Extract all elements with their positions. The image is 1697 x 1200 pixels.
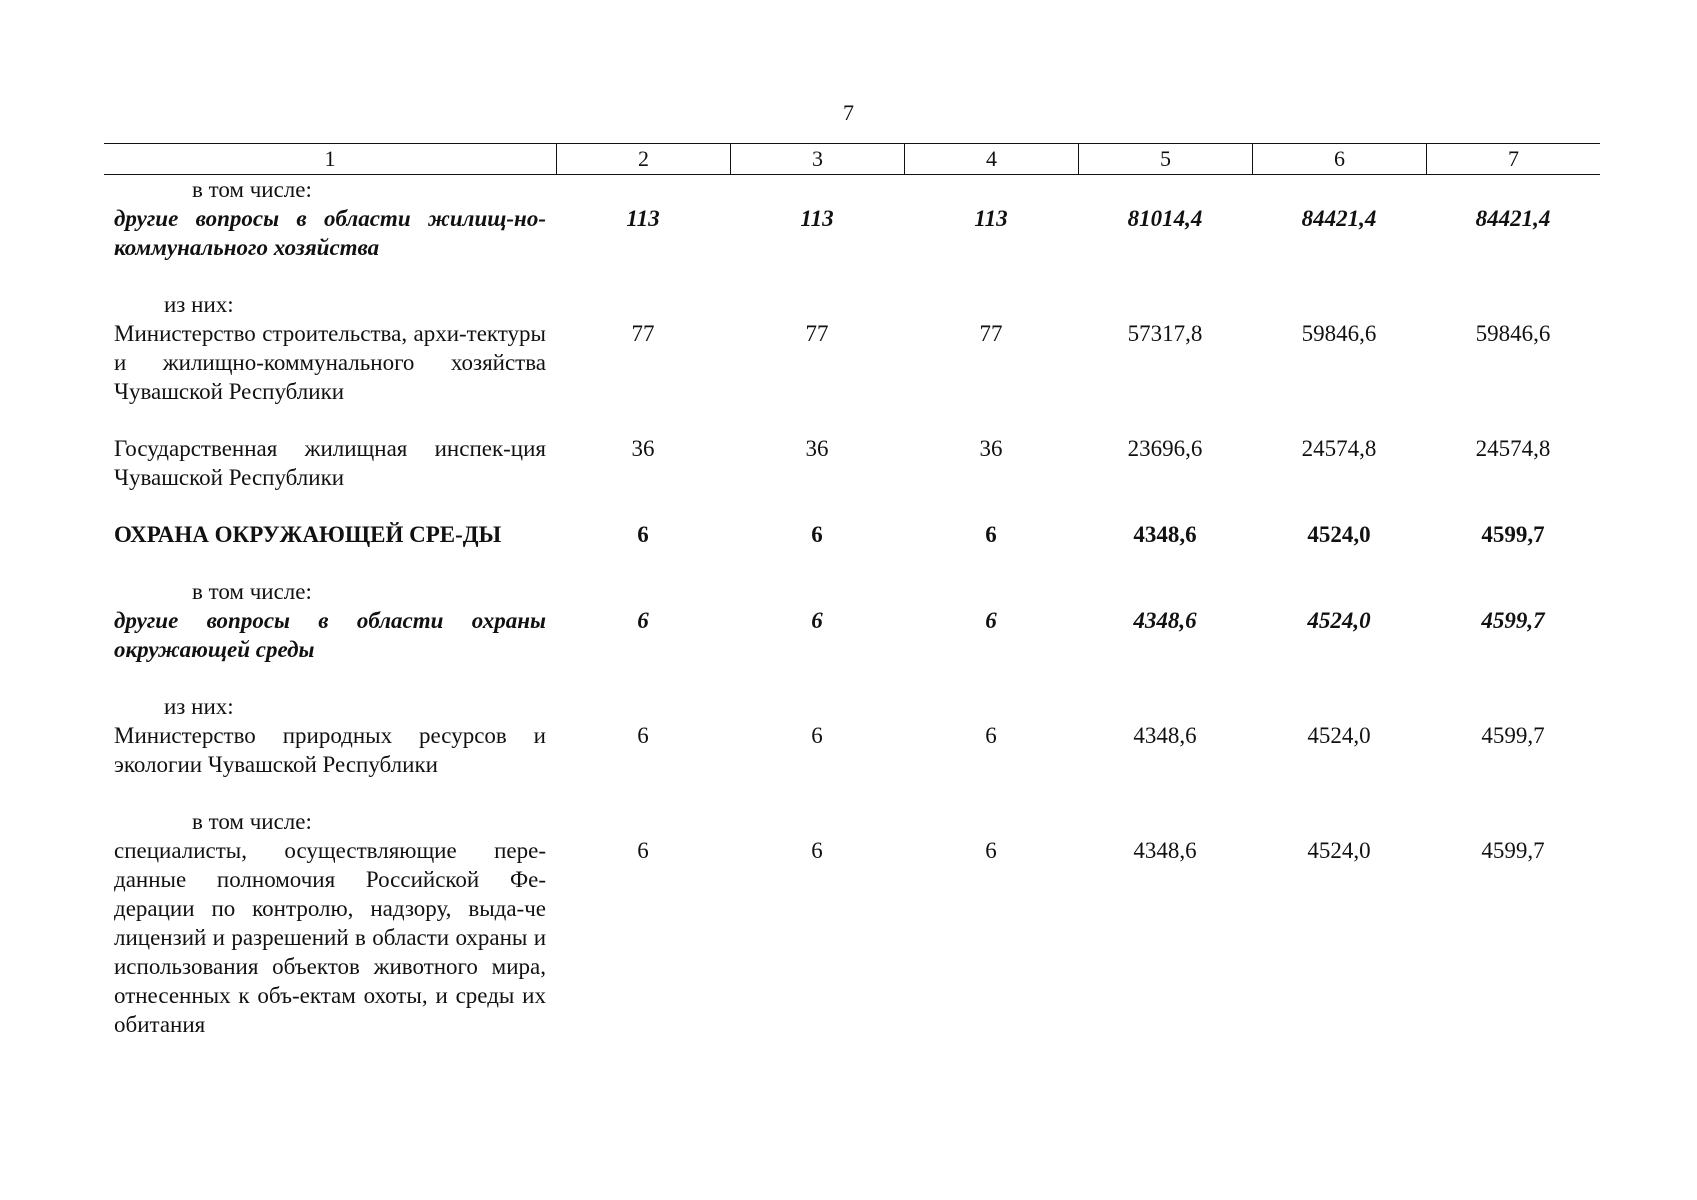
table-row xyxy=(104,520,1600,549)
row-value-col-3: 36 xyxy=(805,436,829,461)
header-col-2: 2 xyxy=(556,144,730,174)
row-value-col-6: 4524,0 xyxy=(1307,838,1371,863)
table-row xyxy=(104,290,1600,319)
header-col-3: 3 xyxy=(730,144,904,174)
table-header xyxy=(104,143,1600,175)
table-row xyxy=(104,606,1600,664)
row-prefix: в том числе: xyxy=(192,809,312,834)
row-label: специалисты, осуществляющие пере-данные полномочия Российской Фе-дерации по контролю, надзору, выда-че лицензий и разрешений в области охраны и использования объектов животного мира, отнесенных к объ-ектам охоты, и среды их обитания xyxy=(114,838,546,1037)
header-col-4: 4 xyxy=(904,144,1078,174)
row-value-col-4: 6 xyxy=(985,608,997,633)
row-label: Министерство строительства, архи-тектуры и жилищно-коммунального хозяйства Чувашской Республики xyxy=(114,321,546,404)
row-value-col-2: 36 xyxy=(631,436,655,461)
row-value-col-7: 59846,6 xyxy=(1475,321,1551,346)
row-value-col-3: 6 xyxy=(811,522,823,547)
row-prefix: из них: xyxy=(164,292,234,317)
row-value-col-6: 4524,0 xyxy=(1307,723,1371,748)
row-value-col-5: 4348,6 xyxy=(1133,723,1197,748)
row-value-col-3: 6 xyxy=(811,838,823,863)
row-value-col-5: 4348,6 xyxy=(1133,608,1197,633)
header-col-6: 6 xyxy=(1252,144,1426,174)
row-value-col-2: 6 xyxy=(637,838,649,863)
row-value-col-6: 24574,8 xyxy=(1301,436,1377,461)
row-label: другие вопросы в области жилищ-но-коммунального хозяйства xyxy=(114,206,546,260)
row-value-col-7: 24574,8 xyxy=(1475,436,1551,461)
row-label-cell xyxy=(104,175,556,204)
row-value-col-3: 6 xyxy=(811,723,823,748)
row-value-col-2: 77 xyxy=(631,321,655,346)
table-row xyxy=(104,204,1600,262)
table-row xyxy=(104,692,1600,721)
row-value-col-4: 6 xyxy=(985,522,997,547)
table-row xyxy=(104,577,1600,606)
row-value-col-5: 4348,6 xyxy=(1133,522,1197,547)
row-value-col-6: 4524,0 xyxy=(1307,608,1371,633)
row-value-col-4: 36 xyxy=(979,436,1003,461)
row-value-col-7: 4599,7 xyxy=(1481,608,1545,633)
row-label-cell xyxy=(104,290,556,319)
header-col-5: 5 xyxy=(1078,144,1252,174)
row-value-col-6: 4524,0 xyxy=(1307,522,1371,547)
row-value-col-4: 6 xyxy=(985,723,997,748)
row-label: другие вопросы в области охраны окружающей среды xyxy=(114,608,546,662)
row-value-col-6: 59846,6 xyxy=(1301,321,1377,346)
row-value-col-5: 23696,6 xyxy=(1127,436,1203,461)
table-row xyxy=(104,721,1600,779)
table-row xyxy=(104,836,1600,1039)
header-col-1: 1 xyxy=(324,146,336,171)
row-label-cell xyxy=(104,807,556,836)
row-prefix: в том числе: xyxy=(192,177,312,202)
row-value-col-5: 81014,4 xyxy=(1127,206,1203,231)
row-value-col-2: 6 xyxy=(637,608,649,633)
table-row xyxy=(104,175,1600,204)
row-value-col-3: 113 xyxy=(800,206,834,231)
row-value-col-6: 84421,4 xyxy=(1301,206,1377,231)
row-value-col-5: 4348,6 xyxy=(1133,838,1197,863)
row-prefix: из них: xyxy=(164,694,234,719)
row-label: Министерство природных ресурсов и экологии Чувашской Республики xyxy=(114,723,546,777)
row-value-col-2: 6 xyxy=(637,723,649,748)
row-value-col-3: 6 xyxy=(811,608,823,633)
row-value-col-4: 77 xyxy=(979,321,1003,346)
row-value-col-2: 6 xyxy=(637,522,649,547)
page-number: 7 xyxy=(843,100,854,125)
row-label-cell xyxy=(104,577,556,606)
row-label: Государственная жилищная инспек-ция Чувашской Республики xyxy=(114,436,546,490)
row-value-col-7: 84421,4 xyxy=(1475,206,1551,231)
table-row xyxy=(104,319,1600,406)
row-value-col-5: 57317,8 xyxy=(1127,321,1203,346)
row-value-col-4: 6 xyxy=(985,838,997,863)
row-value-col-4: 113 xyxy=(974,206,1008,231)
header-col-7: 7 xyxy=(1426,144,1600,174)
row-value-col-7: 4599,7 xyxy=(1481,838,1545,863)
table-row xyxy=(104,434,1600,492)
row-value-col-7: 4599,7 xyxy=(1481,522,1545,547)
row-label: ОХРАНА ОКРУЖАЮЩЕЙ СРЕ-ДЫ xyxy=(114,522,502,547)
row-value-col-7: 4599,7 xyxy=(1481,723,1545,748)
table-row xyxy=(104,807,1600,836)
row-prefix: в том числе: xyxy=(192,579,312,604)
budget-table xyxy=(104,143,1600,1039)
row-value-col-3: 77 xyxy=(805,321,829,346)
row-value-col-2: 113 xyxy=(626,206,660,231)
row-label-cell xyxy=(104,692,556,721)
